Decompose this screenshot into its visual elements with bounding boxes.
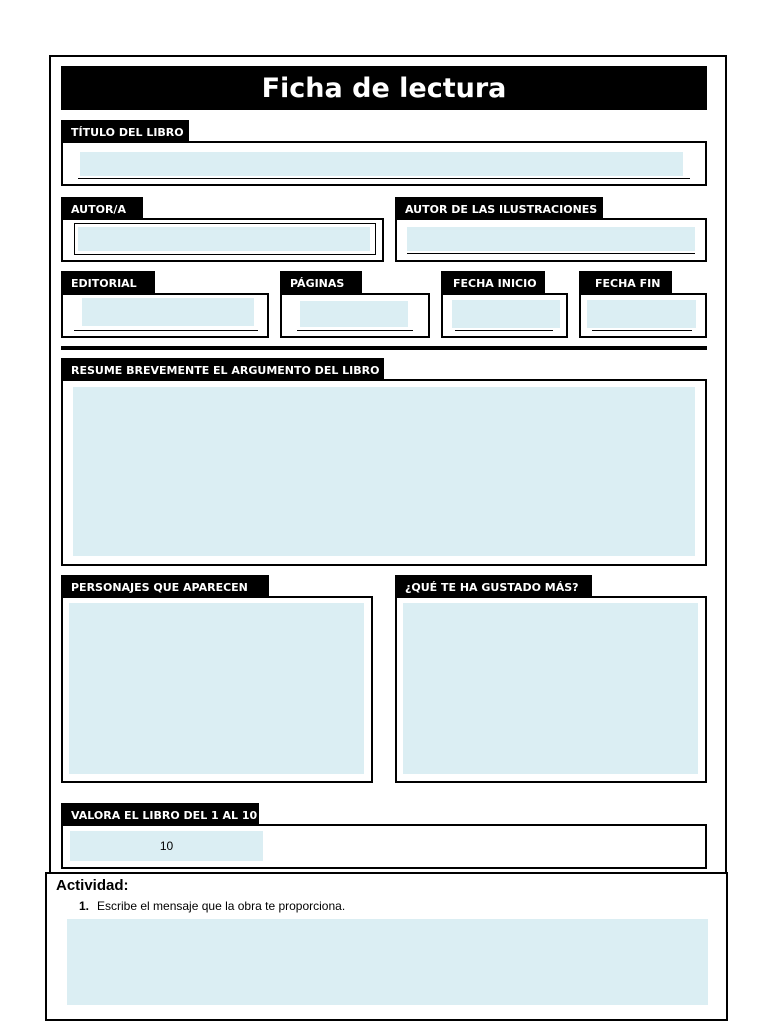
label-titulo: TÍTULO DEL LIBRO [61,120,189,144]
activity-item [79,899,345,913]
label-editorial: EDITORIAL [61,271,155,295]
paginas-input[interactable] [300,301,408,327]
personajes-input[interactable] [69,603,364,774]
fecha-inicio-input[interactable] [452,300,560,328]
titulo-input[interactable] [80,152,683,176]
editorial-input[interactable] [82,298,254,326]
activity-answer-input[interactable] [67,919,708,1005]
rating-value: 10 [159,839,174,853]
titulo-underline [78,178,690,179]
label-gustado: ¿QUÉ TE HA GUSTADO MÁS? [395,575,592,599]
ilustrador-underline [407,253,695,254]
label-autor: AUTOR/A [61,197,143,221]
autor-input[interactable] [78,227,370,251]
label-personajes: PERSONAJES QUE APARECEN [61,575,269,599]
fecha-fin-input[interactable] [587,300,696,328]
gustado-input[interactable] [403,603,698,774]
label-resumen: RESUME BREVEMENTE EL ARGUMENTO DEL LIBRO [61,358,384,382]
fecha-fin-underline [592,330,692,331]
activity-item-number: 1. [79,899,90,913]
ilustrador-input[interactable] [407,227,695,251]
activity-heading: Actividad: [56,877,129,894]
label-fecha-fin: FECHA FIN [579,271,672,295]
section-divider [61,346,707,350]
activity-item-text: Escribe el mensaje que la obra te proporciona. [97,899,346,913]
label-ilustrador: AUTOR DE LAS ILUSTRACIONES [395,197,603,221]
label-fecha-inicio: FECHA INICIO [441,271,545,295]
paginas-underline [297,330,413,331]
editorial-underline [74,330,258,331]
page-title: Ficha de lectura [61,66,707,110]
resumen-input[interactable] [73,387,695,556]
fecha-inicio-underline [455,330,553,331]
label-paginas: PÁGINAS [280,271,362,295]
label-valora: VALORA EL LIBRO DEL 1 AL 10 [61,803,259,827]
